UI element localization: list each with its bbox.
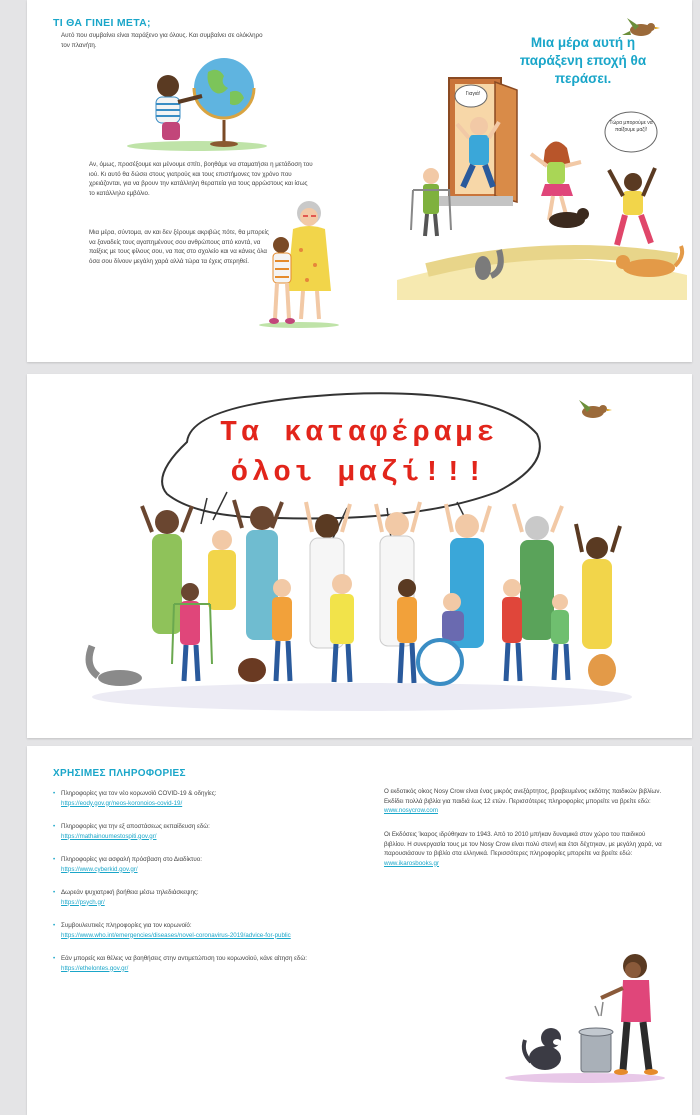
ikaros-text: Οι Εκδόσεις Ίκαρος ιδρύθηκαν το 1943. Από το 2010 μπήκαν δυναμικά στον χώρο του παιδικού βιβλίου. Η συνεργασία τους με τον Nosy Crow είναι πολύ στενή και έτσι δέχτηκαν, με μεγάλη χαρά, να παρουσιάσουν το βιβλίο στα ελληνικά.	[384, 831, 662, 857]
child-with-globe-illustration	[122, 52, 272, 152]
link-eody[interactable]: https://eody.gov.gr/neos-koronoios-covid-19/	[61, 799, 183, 807]
item-text: Συμβουλευτικές πληροφορίες για τον κορωνοϊό:	[61, 922, 192, 929]
list-item	[53, 789, 353, 808]
nosy-crow-more: Περισσότερες πληροφορίες μπορείτε να βρείτε εδώ:	[508, 797, 651, 805]
list-item	[53, 921, 353, 940]
item-text: Πληροφορίες για την εξ αποστάσεως εκπαίδευση εδώ:	[61, 823, 210, 830]
banner-line-1: Τα καταφέραμε	[219, 416, 499, 449]
link-cyberkid[interactable]: https://www.cyberkid.gov.gr/	[61, 865, 138, 873]
link-ethelontes[interactable]: https://ethelontes.gov.gr/	[61, 964, 129, 972]
item-text: Πληροφορίες για ασφαλή πρόσβαση στο Διαδίκτυο:	[61, 856, 202, 863]
link-mathainoume[interactable]: https://mathainoumestospiti.gov.gr/	[61, 832, 157, 840]
reunion-scene-illustration	[387, 70, 687, 300]
paragraph-one-day: Μια μέρα, σύντομα, αν και δεν ξέρουμε ακριβώς πότε, θα μπορείς να ξαναδείς τους αγαπημένους σου ανθρώπους από κοντά, να παίξεις με τους φίλους σου, να πας στο σχολείο και να κάνεις όλα όσα σου δίνουν μεγάλη χαρά αλλά τώρα τα έχεις στερηθεί.	[89, 229, 269, 265]
page-useful-info	[27, 746, 692, 1115]
ikaros-more: Περισσότερες πληροφορίες μπορείτε να βρείτε εδώ:	[490, 850, 633, 857]
grandma-hug-illustration	[249, 195, 349, 330]
useful-links-list	[53, 789, 353, 987]
speech-bubble-play-together: Τώρα μπορούμε να παίξουμε μαζί!	[609, 120, 653, 133]
link-psych[interactable]: https://psych.gr/	[61, 898, 105, 906]
item-text: Πληροφορίες για τον νέο κορωνοϊό COVID-19 & οδηγίες:	[61, 790, 217, 797]
list-item	[53, 888, 353, 907]
nosy-crow-text: Ο εκδοτικός οίκος Nosy Crow είναι ένας μικρός ανεξάρτητος, βραβευμένος εκδότης παιδικών βιβλίων. Εκδίδει πολλά βιβλία για παιδιά έως 12 ετών.	[384, 788, 662, 805]
bird-icon	[573, 398, 613, 424]
section-title: ΧΡΗΣΙΜΕΣ ΠΛΗΡΟΦΟΡΙΕΣ	[53, 768, 186, 779]
page-we-made-it	[27, 374, 692, 738]
page-what-happens-next	[27, 0, 692, 362]
link-nosycrow[interactable]: www.nosycrow.com	[384, 807, 438, 814]
link-ikarosbooks[interactable]: www.ikarosbooks.gr	[384, 859, 440, 867]
cheering-crowd-illustration	[82, 492, 642, 712]
bird-icon	[621, 16, 661, 42]
banner-line-2: όλοι μαζί!!!	[230, 456, 488, 489]
list-item	[53, 954, 353, 973]
item-text: Εάν μπορείς και θέλεις να βοηθήσεις στην αντιμετώπιση του κορωνοϊού, κάνε αίτηση εδώ:	[61, 955, 307, 962]
speech-bubble-grandma: Γιαγιά!	[465, 91, 481, 97]
ikaros-info	[384, 830, 664, 868]
paragraph-stay-home: Αν, όμως, προσέξουμε και μένουμε σπίτι, βοηθάμε να σταματήσει η μετάδοση του ιού. Κι αυτό θα δώσει στους γιατρούς και τους επιστήμονες τον χρόνο που χρειάζονται, για να βρουν την κατάλληλη θεραπεία για τους αρρώστους και ίσως το κατάλληλο εμβόλιο.	[89, 161, 313, 197]
link-who[interactable]: https://www.who.int/emergencies/diseases/novel-coronavirus-2019/advice-for-public	[61, 931, 291, 939]
page-title: ΤΙ ΘΑ ΓΙΝΕΙ ΜΕΤΑ;	[53, 17, 151, 29]
girl-recycling-illustration	[495, 946, 675, 1086]
tagline-one-day: Μια μέρα αυτή η παράξενη εποχή θα περάσει.	[519, 35, 647, 86]
item-text: Δωρεάν ψυχιατρική βοήθεια μέσω τηλεδιάσκεψης:	[61, 889, 199, 896]
nosy-crow-info	[384, 787, 664, 816]
list-item	[53, 855, 353, 874]
list-item	[53, 822, 353, 841]
intro-text: Αυτό που συμβαίνει είναι παράξενο για όλους. Και συμβαίνει σε ολόκληρο τον πλανήτη.	[61, 32, 263, 49]
